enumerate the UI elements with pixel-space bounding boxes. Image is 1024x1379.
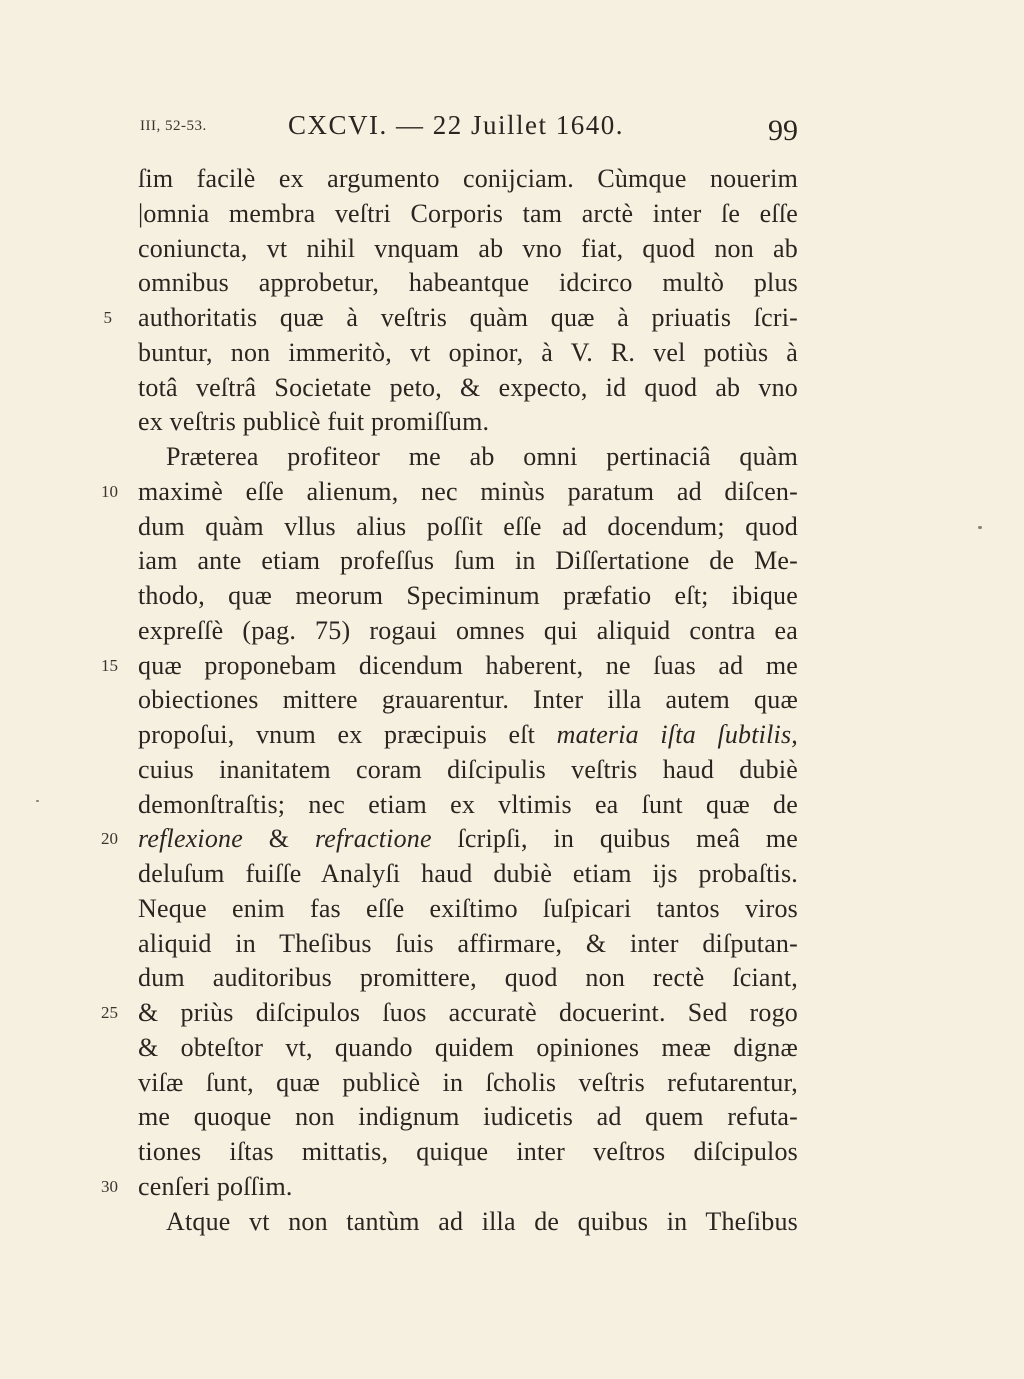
text-line	[0, 371, 1024, 406]
paragraph-start-line: Præterea profiteor me ab omni pertinaciâ quàm	[166, 442, 798, 471]
italic-phrase: materia iſta ſubtilis,	[556, 720, 798, 749]
line-text: me quoque non indignum iudicetis ad quem refuta-	[138, 1102, 798, 1132]
paragraph-start-line: Atque vt non tantùm ad illa de quibus in Theſibus	[166, 1206, 798, 1236]
text-line	[0, 683, 1024, 718]
line-text: |omnia membra veſtri Corporis tam arctè inter ſe eſſe	[138, 198, 798, 228]
line-text: dum quàm vllus alius poſſit eſſe ad docendum; quod	[138, 511, 798, 541]
line-text-roman: propoſui, vnum ex præcipuis eſt	[138, 720, 557, 749]
text-line	[0, 475, 1024, 510]
paper-speck	[978, 526, 982, 529]
text-line	[0, 996, 1024, 1031]
italic-phrase: reflexione	[138, 824, 243, 854]
line-text: coniuncta, vt nihil vnquam ab vno fiat, quod non ab	[138, 233, 798, 263]
text-line	[0, 788, 1024, 823]
text-line	[0, 649, 1024, 684]
paper-speck	[36, 800, 39, 802]
text-line	[0, 162, 1024, 197]
line-text: tiones iſtas mittatis, quique inter veſtros diſcipulos	[138, 1137, 798, 1166]
text-line	[0, 1066, 1024, 1101]
text-line	[0, 753, 1024, 788]
line-text: aliquid in Theſibus ſuis affirmare, & inter diſputan-	[138, 928, 798, 958]
running-header	[0, 108, 1024, 148]
line-text: expreſſè (pag. 75) rogaui omnes qui aliquid contra ea	[138, 615, 798, 645]
line-number: 10	[101, 481, 118, 501]
text-line	[0, 822, 1024, 857]
text-line	[0, 266, 1024, 301]
text-line	[0, 857, 1024, 892]
text-line	[0, 1100, 1024, 1135]
text-line	[0, 892, 1024, 927]
text-line	[0, 1170, 1024, 1205]
line-number: 5	[103, 308, 112, 327]
text-line	[0, 197, 1024, 232]
line-text: cuius inanitatem coram diſcipulis veſtris haud dubiè	[138, 754, 798, 784]
volume-reference: III, 52-53.	[140, 118, 207, 134]
line-text: maximè eſſe alienum, nec minùs paratum ad diſcen-	[138, 476, 798, 506]
line-text	[138, 822, 798, 857]
text-line	[0, 718, 1024, 753]
line-text-roman: ſcripſi, in quibus meâ me	[431, 824, 798, 854]
line-text: omnibus approbetur, habeantque idcirco multò plus	[138, 268, 798, 298]
line-text: viſæ ſunt, quæ publicè in ſcholis veſtris refutarentur,	[138, 1067, 798, 1097]
latin-text-block	[0, 162, 1024, 1239]
line-text-roman: &	[242, 824, 315, 854]
text-line	[0, 510, 1024, 545]
line-text: totâ veſtrâ Societate peto, & expecto, id quod ab vno	[138, 372, 798, 402]
line-text: thodo, quæ meorum Speciminum præfatio eſt; ibique	[138, 581, 798, 610]
line-text: buntur, non immeritò, vt opinor, à V. R. vel potiùs à	[138, 337, 798, 367]
line-number: 15	[101, 655, 118, 675]
line-text: obiectiones mittere grauarentur. Inter illa autem quæ	[138, 685, 798, 715]
text-line	[0, 336, 1024, 371]
line-number: 20	[101, 829, 118, 849]
page-number: 99	[768, 114, 798, 147]
line-text: iam ante etiam profeſſus ſum in Diſſertatione de Me-	[138, 546, 798, 576]
line-text: cenſeri poſſim.	[138, 1171, 293, 1201]
line-text: authoritatis quæ à veſtris quàm quæ à priuatis ſcri-	[138, 303, 798, 332]
text-line	[0, 927, 1024, 962]
text-line	[0, 405, 1024, 440]
line-text	[138, 718, 798, 753]
text-line	[0, 579, 1024, 614]
letter-title: CXCVI. — 22 Juillet 1640.	[288, 110, 625, 140]
text-line	[0, 1031, 1024, 1066]
text-line	[0, 961, 1024, 996]
text-line	[0, 614, 1024, 649]
line-text: & obteſtor vt, quando quidem opiniones meæ dignæ	[138, 1032, 798, 1062]
line-text: quæ proponebam dicendum haberent, ne ſuas ad me	[138, 650, 798, 680]
text-line	[0, 544, 1024, 579]
text-line	[0, 232, 1024, 267]
line-text: dum auditoribus promittere, quod non rectè ſciant,	[138, 963, 798, 993]
text-line	[0, 1205, 1024, 1240]
text-line	[0, 1135, 1024, 1170]
text-line	[0, 301, 1024, 336]
line-text: & priùs diſcipulos ſuos accuratè docuerint. Sed rogo	[138, 998, 798, 1027]
line-text: demonſtraſtis; nec etiam ex vltimis ea ſunt quæ de	[138, 789, 798, 819]
line-text: deluſum fuiſſe Analyſi haud dubiè etiam ijs probaſtis.	[138, 859, 798, 888]
line-number: 30	[101, 1176, 118, 1196]
italic-phrase: refractione	[314, 824, 432, 854]
line-number: 25	[101, 1003, 118, 1022]
line-text: Neque enim fas eſſe exiſtimo ſuſpicari tantos viros	[138, 893, 798, 923]
text-line	[0, 440, 1024, 475]
line-text: ſim facilè ex argumento conijciam. Cùmque nouerim	[138, 164, 798, 193]
line-text: ex veſtris publicè fuit promiſſum.	[138, 407, 490, 437]
